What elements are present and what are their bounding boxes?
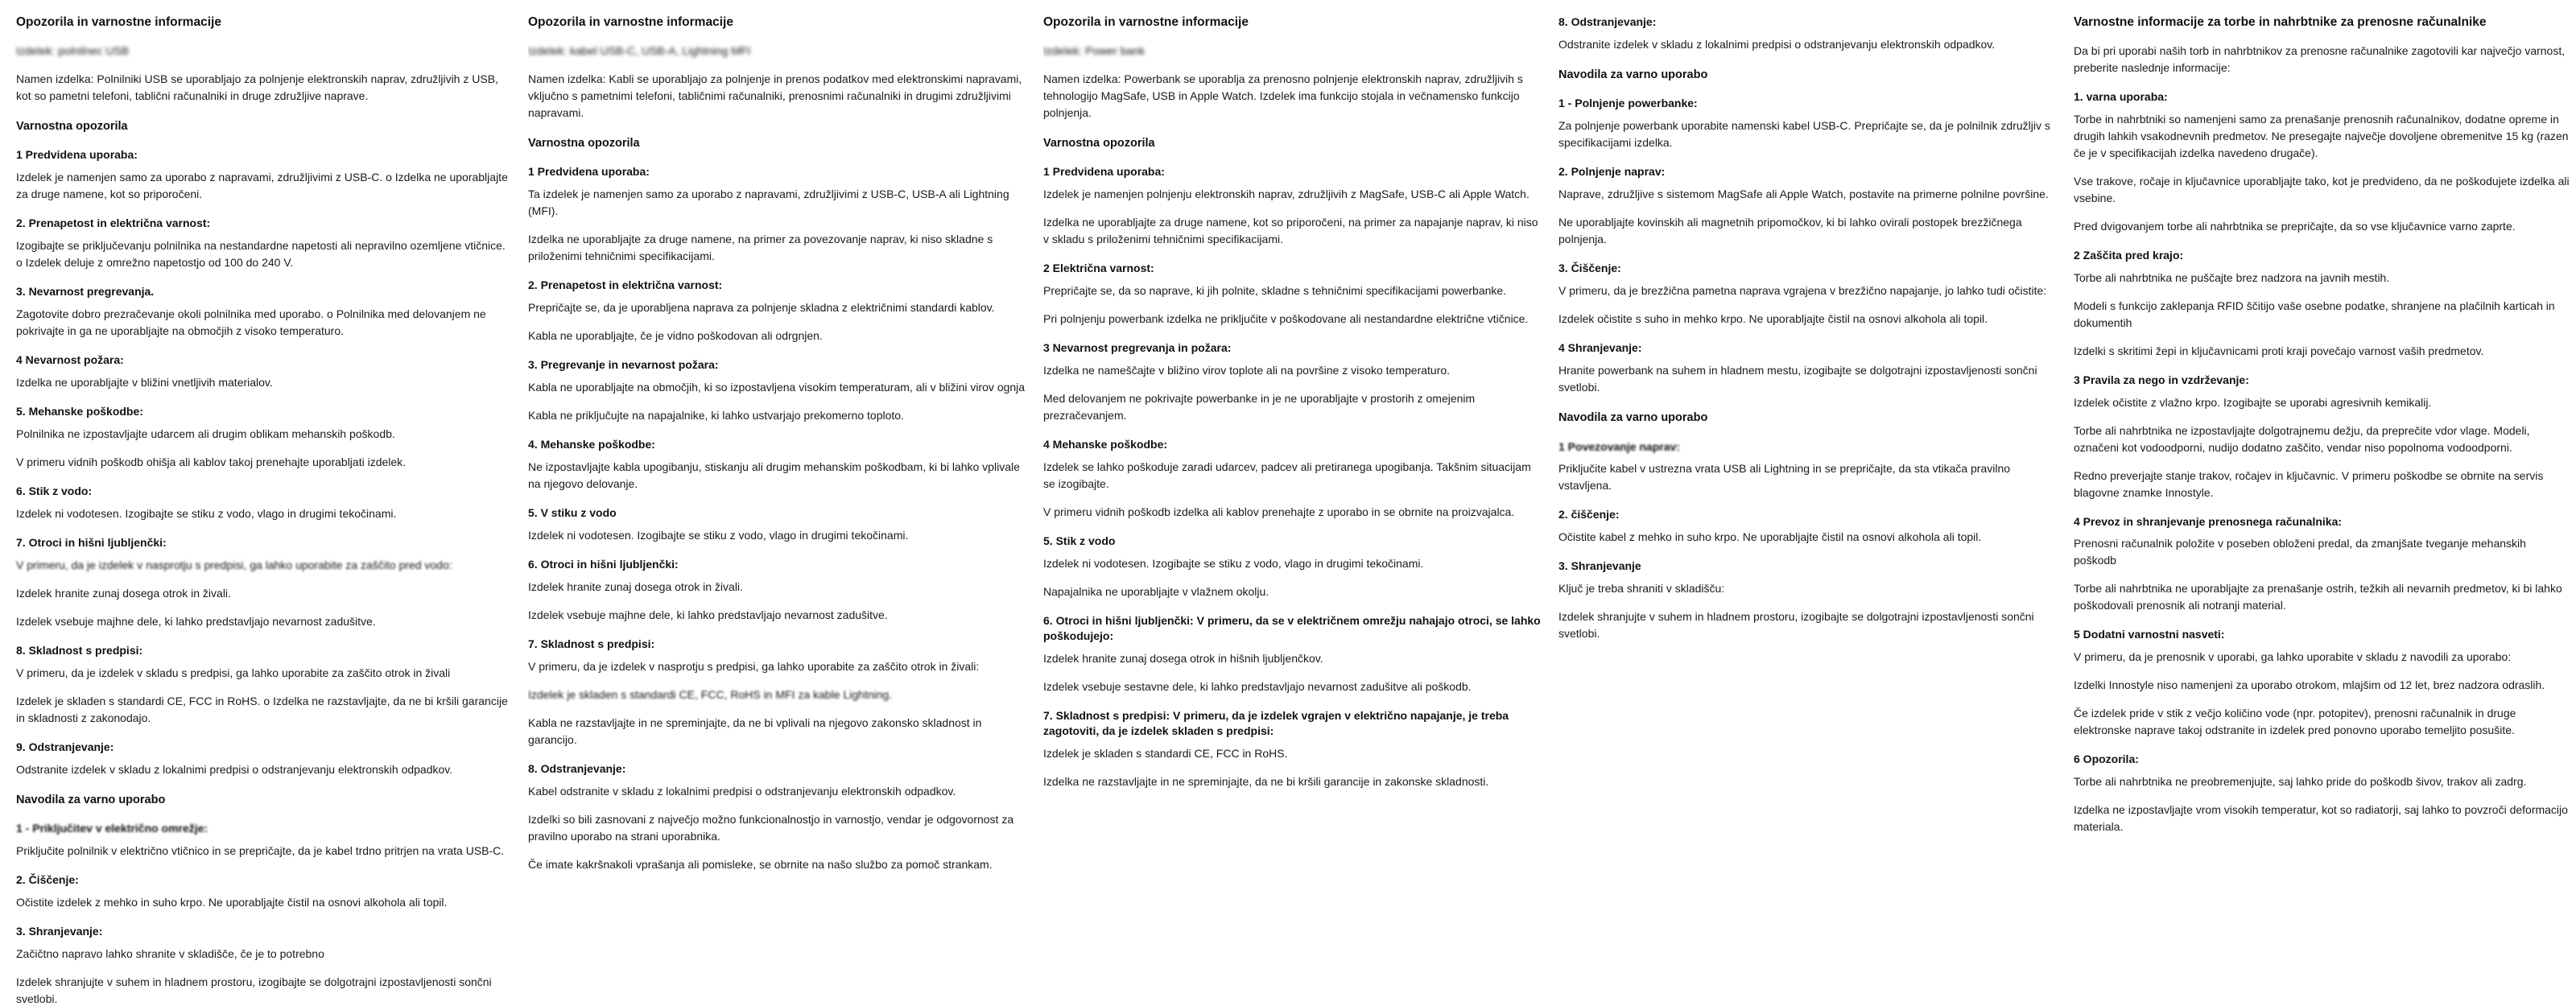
paragraph: Kabla ne uporabljajte, če je vidno poškodovan ali odrgnjen. <box>528 329 823 343</box>
document-column-4 <box>1558 14 2074 1006</box>
subsection-heading: 8. Odstranjevanje: <box>528 761 626 775</box>
paragraph: Izogibajte se priključevanju polnilnika na nestandardne napetosti ali nepravilno ozemljene vtičnice. o Izdelek deluje z omrežno napetostjo od 100 do 240 V. <box>16 239 506 270</box>
section-heading: Varnostna opozorila <box>528 136 640 150</box>
paragraph: V primeru vidnih poškodb ohišja ali kablov takoj prenehajte uporabljati izdelek. <box>16 455 407 468</box>
subsection-heading: 8. Skladnost s predpisi: <box>16 643 143 657</box>
subsection-heading: 8. Odstranjevanje: <box>1558 15 1657 28</box>
subsection-heading: 3. Nevarnost pregrevanja. <box>16 285 155 299</box>
subsection-heading: 2. čiščenje: <box>1558 508 1620 522</box>
paragraph: Vse trakove, ročaje in ključavnice uporabljajte tako, kot je predvideno, da ne poškodujete izdelka ali vsebine. <box>2074 174 2570 204</box>
subsection-heading: 5. Stik z vodo <box>1043 534 1116 548</box>
paragraph: Odstranite izdelek v skladu z lokalnimi predpisi o odstranjevanju elektronskih odpadkov. <box>1558 37 1996 51</box>
paragraph: Naprave, združljive s sistemom MagSafe ali Apple Watch, postavite na primerne polnilne površine. <box>1558 188 2049 201</box>
subsection-heading: 1 Predvidena uporaba: <box>528 165 650 179</box>
subsection-heading: 7. Otroci in hišni ljubljenčki: <box>16 535 167 549</box>
paragraph: Redno preverjajte stanje trakov, ročajev in ključavnic. V primeru poškodbe se obrnite na servis blagovne znamke Innostyle. <box>2074 468 2544 499</box>
subsection-heading: 3. Pregrevanje in nevarnost požara: <box>528 358 719 372</box>
paragraph: Izdelki Innostyle niso namenjeni za uporabo otrokom, mlajšim od 12 let, brez nadzora odraslih. <box>2074 678 2545 692</box>
subsection-heading: 4. Mehanske poškodbe: <box>528 438 655 451</box>
paragraph: Med delovanjem ne pokrivajte powerbanke in je ne uporabljajte v prostorih z omejenim prezračevanjem. <box>1043 392 1476 423</box>
paragraph: Torbe ali nahrbtnika ne izpostavljajte dolgotrajnemu dežju, da preprečite vdor vlage. Modeli, označeni kot vodoodporni, nudijo dodatno zaščito, vendar niso popolnoma vodoodporni. <box>2074 423 2530 454</box>
subsection-heading: 1 Predvidena uporaba: <box>1043 165 1165 179</box>
subsection-heading: 4 Shranjevanje: <box>1558 341 1642 355</box>
paragraph: Izdelki so bili zasnovani z največjo možno funkcionalnostjo in varnostjo, vendar je odgovornost za pravilno uporabo na strani uporabnika. <box>528 812 1014 843</box>
paragraph: Zagotovite dobro prezračevanje okoli polnilnika med uporabo. o Polnilnika med delovanjem ne pokrivajte in ga ne uporabljajte na območjih z visoko temperaturo. <box>16 307 486 338</box>
paragraph: Hranite powerbank na suhem in hladnem mestu, izogibajte se dolgotrajni izpostavljenosti sončni svetlobi. <box>1558 364 2037 394</box>
subsection-heading: 3. Shranjevanje: <box>16 924 103 938</box>
section-heading: Navodila za varno uporabo <box>1558 411 1708 425</box>
paragraph: Torbe in nahrbtniki so namenjeni samo za prenašanje prenosnih računalnikov, dodatne opreme in drugih lahkih vsakodnevnih predmetov. Ne presegajte največje dovoljene obremenitve 15 kg (razen če je v specifikacijah izdelka navedeno drugače). <box>2074 112 2569 159</box>
product-name: Izdelek: kabel USB-C, USB-A, Lightning MFI <box>528 43 751 57</box>
subsection-heading: 3 Nevarnost pregrevanja in požara: <box>1043 341 1232 355</box>
product-purpose: Namen izdelka: Kabli se uporabljajo za polnjenje in prenos podatkov med elektronskimi napravami, vključno s pametnimi telefoni, tabličnimi računalniki, prenosnimi računalniki in drugimi združljivimi napravami. <box>528 72 1022 119</box>
paragraph: Priključite kabel v ustrezna vrata USB ali Lightning in se prepričajte, da sta vtikača pravilno vstavljena. <box>1558 462 2011 493</box>
paragraph: Če imate kakršnakoli vprašanja ali pomisleke, se obrnite na našo službo za pomoč strankam. <box>528 857 993 871</box>
subsection-heading: 4 Nevarnost požara: <box>16 353 124 367</box>
subsection-heading: 7. Skladnost s predpisi: V primeru, da je izdelek vgrajen v električno napajanje, je treba zagotoviti, da je izdelek skladen s predpisi: <box>1043 708 1509 737</box>
column-title: Varnostne informacije za torbe in nahrbtnike za prenosne računalnike <box>2074 15 2487 29</box>
subsection-heading: 2. Polnjenje naprav: <box>1558 165 1666 179</box>
paragraph: Izdelek je skladen s standardi CE, FCC in RoHS. o Izdelka ne razstavljajte, da ne bi kršili garancije in skladnosti z zakonodajo. <box>16 694 508 724</box>
paragraph: V primeru, da je izdelek v nasprotju s predpisi, ga lahko uporabite za zaščito otrok in živali: <box>528 659 980 673</box>
paragraph: Torbe ali nahrbtnika ne puščajte brez nadzora na javnih mestih. <box>2074 270 2390 284</box>
subsection-heading: 2 Električna varnost: <box>1043 262 1154 275</box>
subsection-heading: 4 Prevoz in shranjevanje prenosnega računalnika: <box>2074 514 2343 528</box>
section-heading: Navodila za varno uporabo <box>16 793 166 806</box>
paragraph: V primeru, da je brezžična pametna naprava vgrajena v brezžično napajanje, jo lahko tudi očistite: <box>1558 284 2047 298</box>
paragraph: Izdelek je namenjen samo za uporabo z napravami, združljivimi z USB-C. o Izdelka ne uporabljajte za druge namene, kot so priporočeni. <box>16 171 508 201</box>
column-title: Opozorila in varnostne informacije <box>528 15 733 29</box>
subsection-heading: 1 Povezovanje naprav: <box>1558 439 1680 453</box>
subsection-heading: 2. Prenapetost in električna varnost: <box>16 216 211 230</box>
paragraph: Izdelek je namenjen polnjenju elektronskih naprav, združljivih z MagSafe, USB-C ali Apple Watch. <box>1043 188 1530 201</box>
paragraph: Izdelek vsebuje majhne dele, ki lahko predstavljajo nevarnost zadušitve. <box>528 608 888 621</box>
paragraph: Prepričajte se, da so naprave, ki jih polnite, skladne s tehničnimi specifikacijami powerbanke. <box>1043 284 1507 298</box>
paragraph: Da bi pri uporabi naših torb in nahrbtnikov za prenosne računalnike zagotovili kar največjo varnost, preberite naslednje informacije: <box>2074 43 2566 74</box>
paragraph: Izdelek shranjujte v suhem in hladnem prostoru, izogibajte se dolgotrajni izpostavljenosti sončni svetlobi. <box>1558 610 2034 641</box>
subsection-heading: 3. Čiščenje: <box>1558 262 1621 275</box>
paragraph: Ne izpostavljajte kabla upogibanju, stiskanju ali drugim mehanskim poškodbam, ki bi lahko vplivale na njegovo delovanje. <box>528 460 1020 491</box>
product-name: Izdelek: polnilnec USB <box>16 43 130 57</box>
subsection-heading: 9. Odstranjevanje: <box>16 740 114 753</box>
paragraph: Napajalnika ne uporabljajte v vlažnem okolju. <box>1043 584 1269 598</box>
paragraph: Ne uporabljajte kovinskih ali magnetnih pripomočkov, ki bi lahko ovirali postopek brezžičnega polnjenja. <box>1558 216 2022 246</box>
column-title: Opozorila in varnostne informacije <box>16 15 221 29</box>
paragraph: Izdelek vsebuje sestavne dele, ki lahko predstavljajo nevarnost zadušitve ali poškodb. <box>1043 679 1472 693</box>
subsection-heading: 2. Čiščenje: <box>16 872 79 886</box>
paragraph: Ključ je treba shraniti v skladišču: <box>1558 582 1725 596</box>
paragraph: Izdelek ni vodotesen. Izogibajte se stiku z vodo, vlago in drugimi tekočinami. <box>1043 556 1424 570</box>
document-column-3 <box>1043 14 1558 1006</box>
paragraph: Kabla ne razstavljajte in ne spreminjajte, da ne bi vplivali na njegovo zakonsko skladnost in garancijo. <box>528 715 982 746</box>
paragraph: Izdelek ni vodotesen. Izogibajte se stiku z vodo, vlago in drugimi tekočinami. <box>16 506 397 520</box>
subsection-heading: 3. Shranjevanje <box>1558 559 1641 573</box>
paragraph: Izdelka ne uporabljajte za druge namene, na primer za povezovanje naprav, ki niso skladne s priloženimi tehničnimi specifikacijami. <box>528 233 993 263</box>
subsection-heading: 1 - Polnjenje powerbanke: <box>1558 97 1698 110</box>
paragraph: Prepričajte se, da je uporabljena naprava za polnjenje skladna z električnimi standardi kablov. <box>528 301 995 315</box>
subsection-heading: 6 Opozorila: <box>2074 752 2139 766</box>
paragraph: Torbe ali nahrbtnika ne uporabljajte za prenašanje ostrih, težkih ali nevarnih predmetov, ki bi lahko poškodovali prenosnik ali notranji material. <box>2074 582 2562 612</box>
paragraph: V primeru vidnih poškodb izdelka ali kablov prenehajte z uporabo in se obrnite na proizvajalca. <box>1043 505 1515 519</box>
paragraph: Izdelka ne uporabljajte za druge namene, kot so priporočeni, na primer za napajanje naprav, ki niso v skladu s priloženimi tehničnimi specifikacijami. <box>1043 216 1538 246</box>
subsection-heading: 5 Dodatni varnostni nasveti: <box>2074 628 2225 641</box>
paragraph: Torbe ali nahrbtnika ne preobremenjujte, saj lahko pride do poškodb šivov, trakov ali zadrg. <box>2074 775 2527 789</box>
paragraph: Izdelka ne nameščajte v bližino virov toplote ali na površine z visoko temperaturo. <box>1043 364 1451 377</box>
document-column-5 <box>2074 14 2576 1006</box>
paragraph: Za polnjenje powerbank uporabite namenski kabel USB-C. Prepričajte se, da je polnilnik združljiv s specifikacijami izdelka. <box>1558 119 2050 150</box>
paragraph: Očistite izdelek z mehko in suho krpo. Ne uporabljajte čistil na osnovi alkohola ali topil. <box>16 895 448 909</box>
paragraph: V primeru, da je prenosnik v uporabi, ga lahko uporabite v skladu z navodili za uporabo: <box>2074 650 2512 664</box>
paragraph: Priključite polnilnik v električno vtičnico in se prepričajte, da je kabel trdno pritrjen na vrata USB-C. <box>16 843 505 857</box>
subsection-heading: 6. Otroci in hišni ljubljenčki: <box>528 557 679 571</box>
subsection-heading: 2. Prenapetost in električna varnost: <box>528 278 723 292</box>
paragraph: Izdelek se lahko poškoduje zaradi udarcev, padcev ali pretiranega upogibanja. Takšnim situacijam se izogibajte. <box>1043 460 1531 491</box>
paragraph: Kabel odstranite v skladu z lokalnimi predpisi o odstranjevanju elektronskih odpadkov. <box>528 784 956 798</box>
paragraph: Pred dvigovanjem torbe ali nahrbtnika se prepričajte, da so vse ključavnice varno zaprte. <box>2074 219 2516 233</box>
subsection-heading: 1 - Priključitev v električno omrežje: <box>16 822 208 835</box>
subsection-heading: 4 Mehanske poškodbe: <box>1043 438 1168 451</box>
subsection-heading: 6. Stik z vodo: <box>16 484 93 497</box>
section-heading: Varnostna opozorila <box>16 119 128 133</box>
paragraph: Izdelka ne izpostavljajte vrom visokih temperatur, kot so radiatorji, saj lahko to povzroči deformacijo materiala. <box>2074 803 2568 834</box>
paragraph: Izdelek hranite zunaj dosega otrok in hišnih ljubljenčkov. <box>1043 651 1323 665</box>
paragraph: V primeru, da je izdelek v nasprotju s predpisi, ga lahko uporabite za zaščito pred vodo: <box>16 558 452 571</box>
paragraph: Izdelek je skladen s standardi CE, FCC in RoHS. <box>1043 746 1288 760</box>
paragraph: Modeli s funkcijo zaklepanja RFID ščitijo vaše osebne podatke, shranjene na plačilnih karticah in dokumentih <box>2074 299 2555 329</box>
paragraph: Izdelek je skladen s standardi CE, FCC, RoHS in MFI za kable Lightning. <box>528 687 893 701</box>
subsection-heading: 1 Predvidena uporaba: <box>16 148 138 162</box>
subsection-heading: 3 Pravila za nego in vzdrževanje: <box>2074 373 2249 386</box>
product-name: Izdelek: Power bank <box>1043 43 1146 57</box>
subsection-heading: 2 Zaščita pred krajo: <box>2074 248 2184 262</box>
column-title: Opozorila in varnostne informacije <box>1043 15 1249 29</box>
paragraph: Očistite kabel z mehko in suho krpo. Ne uporabljajte čistil na osnovi alkohola ali topil. <box>1558 530 1982 544</box>
subsection-heading: 1. varna uporaba: <box>2074 89 2168 103</box>
section-heading: Navodila za varno uporabo <box>1558 68 1708 81</box>
subsection-heading: 7. Skladnost s predpisi: <box>528 637 655 650</box>
document-column-2 <box>528 14 1043 1006</box>
document-column-1 <box>13 14 528 1006</box>
section-heading: Varnostna opozorila <box>1043 136 1155 150</box>
product-purpose: Namen izdelka: Powerbank se uporablja za prenosno polnjenje elektronskih naprav, združljivih s tehnologijo MagSafe, USB in Apple Watch. Izdelek ima funkcijo stojala in večnamensko funkcijo polnjenja. <box>1043 72 1523 119</box>
paragraph: Izdelki s skritimi žepi in ključavnicami proti kraji povečajo varnost vaših predmetov. <box>2074 344 2484 357</box>
paragraph: Izdelek ni vodotesen. Izogibajte se stiku z vodo, vlago in drugimi tekočinami. <box>528 528 909 542</box>
paragraph: Ta izdelek je namenjen samo za uporabo z napravami, združljivimi z USB-C, USB-A ali Lightning (MFI). <box>528 188 1009 218</box>
paragraph: Polnilnika ne izpostavljajte udarcem ali drugim oblikam mehanskih poškodb. <box>16 427 395 440</box>
paragraph: Prenosni računalnik položite v poseben obloženi predal, da zmanjšate tveganje mehanskih poškodb <box>2074 537 2526 567</box>
paragraph: V primeru, da je izdelek v skladu s predpisi, ga lahko uporabite za zaščito otrok in živali <box>16 666 451 679</box>
paragraph: Kabla ne uporabljajte na območjih, ki so izpostavljena visokim temperaturam, ali v bližini virov ognja <box>528 381 1026 394</box>
subsection-heading: 6. Otroci in hišni ljubljenčki: V primeru, da se v električnem omrežju nahajajo otroci, se lahko poškodujejo: <box>1043 613 1541 642</box>
paragraph: Pri polnjenju powerbank izdelka ne priključite v poškodovane ali nestandardne električne vtičnice. <box>1043 312 1529 326</box>
paragraph: Izdelek očistite s suho in mehko krpo. Ne uporabljajte čistil na osnovi alkohola ali topil. <box>1558 312 1988 326</box>
paragraph: Izdelka ne uporabljajte v bližini vnetljivih materialov. <box>16 376 273 390</box>
paragraph: Kabla ne priključujte na napajalnike, ki lahko ustvarjajo prekomerno toploto. <box>528 409 904 423</box>
subsection-heading: 5. Mehanske poškodbe: <box>16 405 143 418</box>
paragraph: Izdelek vsebuje majhne dele, ki lahko predstavljajo nevarnost zadušitve. <box>16 614 376 628</box>
paragraph: Izdelka ne razstavljajte in ne spreminjajte, da ne bi kršili garancije in zakonske skladnosti. <box>1043 774 1489 788</box>
paragraph: Izdelek hranite zunaj dosega otrok in živali. <box>528 579 743 593</box>
paragraph: Začičtno napravo lahko shranite v skladišče, če je to potrebno <box>16 946 324 960</box>
paragraph: Izdelek očistite z vlažno krpo. Izogibajte se uporabi agresivnih kemikalij. <box>2074 395 2432 409</box>
paragraph: Odstranite izdelek v skladu z lokalnimi predpisi o odstranjevanju elektronskih odpadkov. <box>16 762 453 776</box>
paragraph: Izdelek hranite zunaj dosega otrok in živali. <box>16 586 231 600</box>
product-purpose: Namen izdelka: Polnilniki USB se uporabljajo za polnjenje elektronskih naprav, združljivih z USB, kot so pametni telefoni, tablični računalniki in druge združljive naprave. <box>16 72 498 102</box>
subsection-heading: 5. V stiku z vodo <box>528 506 617 520</box>
paragraph: Če izdelek pride v stik z večjo količino vode (npr. potopitev), prenosni računalnik in druge elektronske naprave takoj odstranite in izdelek pred ponovno uporabo temeljito posušite. <box>2074 707 2516 737</box>
paragraph: Izdelek shranjujte v suhem in hladnem prostoru, izogibajte se dolgotrajni izpostavljenosti sončni svetlobi. <box>16 975 492 1005</box>
